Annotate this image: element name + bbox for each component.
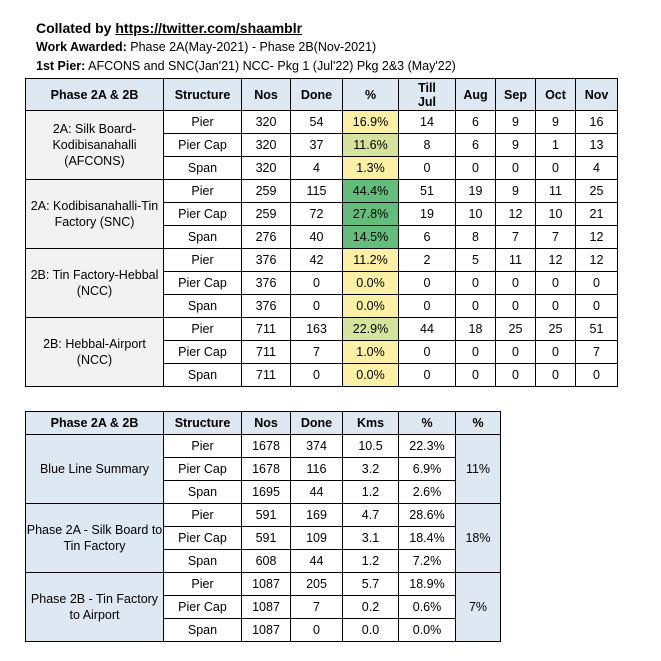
sep-cell: 9 <box>496 111 536 134</box>
table-row <box>26 111 618 134</box>
structure-cell: Pier <box>164 111 242 134</box>
done-cell: 115 <box>291 180 343 203</box>
till-jul-cell: 0 <box>399 272 456 295</box>
nos-cell: 711 <box>242 318 291 341</box>
table2-header-row <box>26 412 501 435</box>
aug-cell: 19 <box>456 180 496 203</box>
kms-cell: 10.5 <box>343 435 399 458</box>
oct-cell: 12 <box>536 249 576 272</box>
structure-cell: Span <box>164 295 242 318</box>
done-cell: 205 <box>291 573 343 596</box>
nos-cell: 259 <box>242 203 291 226</box>
structure-cell: Span <box>164 619 242 642</box>
pct-cell: 11.2% <box>343 249 399 272</box>
structure-cell: Pier Cap <box>164 341 242 364</box>
structure-cell: Pier <box>164 249 242 272</box>
col-structure: Structure <box>164 412 242 435</box>
aug-cell: 10 <box>456 203 496 226</box>
till-jul-cell: 0 <box>399 341 456 364</box>
nos-cell: 1695 <box>242 481 291 504</box>
nos-cell: 711 <box>242 341 291 364</box>
col-phase: Phase 2A & 2B <box>26 412 164 435</box>
kms-cell: 5.7 <box>343 573 399 596</box>
oct-cell: 0 <box>536 364 576 387</box>
till-jul-cell: 0 <box>399 157 456 180</box>
nos-cell: 1678 <box>242 435 291 458</box>
col-pct: % <box>343 79 399 111</box>
oct-cell: 25 <box>536 318 576 341</box>
sep-cell: 0 <box>496 272 536 295</box>
oct-cell: 0 <box>536 341 576 364</box>
till-jul-cell: 19 <box>399 203 456 226</box>
aug-cell: 6 <box>456 134 496 157</box>
nov-cell: 51 <box>576 318 618 341</box>
nov-cell: 16 <box>576 111 618 134</box>
nov-cell: 0 <box>576 272 618 295</box>
oct-cell: 0 <box>536 272 576 295</box>
phase-group-label: 2A: Silk Board-Kodibisanahalli (AFCONS) <box>26 111 164 180</box>
nos-cell: 1087 <box>242 573 291 596</box>
nov-cell: 12 <box>576 249 618 272</box>
sep-cell: 9 <box>496 180 536 203</box>
done-cell: 116 <box>291 458 343 481</box>
pct-cell: 11.6% <box>343 134 399 157</box>
nos-cell: 1087 <box>242 596 291 619</box>
oct-cell: 7 <box>536 226 576 249</box>
sep-cell: 0 <box>496 364 536 387</box>
pct-cell: 7.2% <box>399 550 456 573</box>
kms-cell: 0.0 <box>343 619 399 642</box>
sep-cell: 11 <box>496 249 536 272</box>
done-cell: 7 <box>291 596 343 619</box>
aug-cell: 8 <box>456 226 496 249</box>
col-overall-pct: % <box>456 412 501 435</box>
pct-cell: 0.6% <box>399 596 456 619</box>
structure-cell: Pier Cap <box>164 272 242 295</box>
done-cell: 37 <box>291 134 343 157</box>
aug-cell: 0 <box>456 295 496 318</box>
kms-cell: 3.1 <box>343 527 399 550</box>
col-oct: Oct <box>536 79 576 111</box>
done-cell: 169 <box>291 504 343 527</box>
pct-cell: 16.9% <box>343 111 399 134</box>
done-cell: 0 <box>291 295 343 318</box>
till-jul-cell: 14 <box>399 111 456 134</box>
twitter-link[interactable]: https://twitter.com/shaamblr <box>115 20 303 36</box>
done-cell: 0 <box>291 272 343 295</box>
oct-cell: 11 <box>536 180 576 203</box>
col-aug: Aug <box>456 79 496 111</box>
sep-cell: 0 <box>496 295 536 318</box>
structure-cell: Pier Cap <box>164 134 242 157</box>
col-done: Done <box>291 412 343 435</box>
structure-cell: Pier <box>164 504 242 527</box>
aug-cell: 18 <box>456 318 496 341</box>
kms-cell: 1.2 <box>343 550 399 573</box>
kms-cell: 4.7 <box>343 504 399 527</box>
done-cell: 44 <box>291 550 343 573</box>
oct-cell: 1 <box>536 134 576 157</box>
col-sep: Sep <box>496 79 536 111</box>
nos-cell: 320 <box>242 157 291 180</box>
nov-cell: 12 <box>576 226 618 249</box>
pct-cell: 18.9% <box>399 573 456 596</box>
nov-cell: 0 <box>576 295 618 318</box>
structure-cell: Pier Cap <box>164 596 242 619</box>
nos-cell: 320 <box>242 111 291 134</box>
nos-cell: 711 <box>242 364 291 387</box>
table-row <box>26 180 618 203</box>
first-pier-value: AFCONS and SNC(Jan'21) NCC- Pkg 1 (Jul'22) Pkg 2&3 (May'22) <box>85 59 456 73</box>
till-jul-cell: 6 <box>399 226 456 249</box>
pct-cell: 0.0% <box>343 272 399 295</box>
structure-cell: Pier Cap <box>164 458 242 481</box>
oct-cell: 10 <box>536 203 576 226</box>
till-jul-cell: 51 <box>399 180 456 203</box>
aug-cell: 5 <box>456 249 496 272</box>
first-pier-line <box>36 59 456 73</box>
done-cell: 7 <box>291 341 343 364</box>
till-jul-cell: 0 <box>399 364 456 387</box>
structure-cell: Span <box>164 157 242 180</box>
pct-cell: 22.9% <box>343 318 399 341</box>
nov-cell: 4 <box>576 157 618 180</box>
done-cell: 0 <box>291 364 343 387</box>
nos-cell: 608 <box>242 550 291 573</box>
sep-cell: 0 <box>496 157 536 180</box>
kms-cell: 1.2 <box>343 481 399 504</box>
aug-cell: 0 <box>456 272 496 295</box>
pct-cell: 27.8% <box>343 203 399 226</box>
col-pct: % <box>399 412 456 435</box>
table-row <box>26 249 618 272</box>
done-cell: 374 <box>291 435 343 458</box>
done-cell: 42 <box>291 249 343 272</box>
col-till-label: Till <box>418 80 436 95</box>
pct-cell: 14.5% <box>343 226 399 249</box>
sep-cell: 12 <box>496 203 536 226</box>
work-awarded-line <box>36 40 376 54</box>
nos-cell: 376 <box>242 295 291 318</box>
structure-cell: Span <box>164 226 242 249</box>
done-cell: 44 <box>291 481 343 504</box>
structure-cell: Pier <box>164 180 242 203</box>
done-cell: 72 <box>291 203 343 226</box>
pct-cell: 0.0% <box>399 619 456 642</box>
pct-cell: 1.3% <box>343 157 399 180</box>
phase-group-label: 2B: Hebbal-Airport (NCC) <box>26 318 164 387</box>
pct-cell: 1.0% <box>343 341 399 364</box>
aug-cell: 6 <box>456 111 496 134</box>
sep-cell: 0 <box>496 341 536 364</box>
sep-cell: 7 <box>496 226 536 249</box>
pct-cell: 2.6% <box>399 481 456 504</box>
table-row <box>26 435 501 458</box>
structure-cell: Pier <box>164 573 242 596</box>
nos-cell: 320 <box>242 134 291 157</box>
work-awarded-label: Work Awarded: <box>36 40 127 54</box>
phase-group-label: 2B: Tin Factory-Hebbal (NCC) <box>26 249 164 318</box>
nos-cell: 276 <box>242 226 291 249</box>
table-row <box>26 573 501 596</box>
col-jul-label: Jul <box>417 94 437 109</box>
pct-cell: 0.0% <box>343 295 399 318</box>
pct-cell: 0.0% <box>343 364 399 387</box>
aug-cell: 0 <box>456 341 496 364</box>
summary-table <box>25 411 501 642</box>
structure-cell: Pier <box>164 435 242 458</box>
structure-cell: Span <box>164 364 242 387</box>
nov-cell: 7 <box>576 341 618 364</box>
col-till-jul <box>399 79 456 111</box>
table1-header-row <box>26 79 618 111</box>
monthly-progress-table <box>25 78 618 387</box>
pct-cell: 22.3% <box>399 435 456 458</box>
summary-group-label: Phase 2B - Tin Factory to Airport <box>26 573 164 642</box>
table-row <box>26 504 501 527</box>
table-row <box>26 318 618 341</box>
pct-cell: 44.4% <box>343 180 399 203</box>
col-nos: Nos <box>242 79 291 111</box>
nos-cell: 376 <box>242 272 291 295</box>
pct-cell: 6.9% <box>399 458 456 481</box>
col-nos: Nos <box>242 412 291 435</box>
done-cell: 4 <box>291 157 343 180</box>
nos-cell: 259 <box>242 180 291 203</box>
col-structure: Structure <box>164 79 242 111</box>
pct-cell: 28.6% <box>399 504 456 527</box>
col-kms: Kms <box>343 412 399 435</box>
done-cell: 40 <box>291 226 343 249</box>
nos-cell: 1678 <box>242 458 291 481</box>
structure-cell: Pier <box>164 318 242 341</box>
phase-group-label: 2A: Kodibisanahalli-Tin Factory (SNC) <box>26 180 164 249</box>
nos-cell: 591 <box>242 527 291 550</box>
overall-pct-cell: 7% <box>456 573 501 642</box>
overall-pct-cell: 18% <box>456 504 501 573</box>
kms-cell: 0.2 <box>343 596 399 619</box>
till-jul-cell: 44 <box>399 318 456 341</box>
structure-cell: Span <box>164 550 242 573</box>
aug-cell: 0 <box>456 157 496 180</box>
till-jul-cell: 2 <box>399 249 456 272</box>
structure-cell: Pier Cap <box>164 203 242 226</box>
collated-by-line <box>36 20 302 36</box>
collated-prefix: Collated by <box>36 20 116 36</box>
till-jul-cell: 8 <box>399 134 456 157</box>
nos-cell: 376 <box>242 249 291 272</box>
kms-cell: 3.2 <box>343 458 399 481</box>
pct-cell: 18.4% <box>399 527 456 550</box>
structure-cell: Span <box>164 481 242 504</box>
summary-group-label: Blue Line Summary <box>26 435 164 504</box>
nov-cell: 0 <box>576 364 618 387</box>
work-awarded-value: Phase 2A(May-2021) - Phase 2B(Nov-2021) <box>126 40 377 54</box>
nos-cell: 591 <box>242 504 291 527</box>
done-cell: 0 <box>291 619 343 642</box>
done-cell: 163 <box>291 318 343 341</box>
oct-cell: 0 <box>536 295 576 318</box>
overall-pct-cell: 11% <box>456 435 501 504</box>
sep-cell: 25 <box>496 318 536 341</box>
aug-cell: 0 <box>456 364 496 387</box>
nov-cell: 13 <box>576 134 618 157</box>
col-nov: Nov <box>576 79 618 111</box>
oct-cell: 9 <box>536 111 576 134</box>
col-phase: Phase 2A & 2B <box>26 79 164 111</box>
col-done: Done <box>291 79 343 111</box>
oct-cell: 0 <box>536 157 576 180</box>
first-pier-label: 1st Pier: <box>36 59 86 73</box>
done-cell: 109 <box>291 527 343 550</box>
done-cell: 54 <box>291 111 343 134</box>
nos-cell: 1087 <box>242 619 291 642</box>
nov-cell: 21 <box>576 203 618 226</box>
sep-cell: 9 <box>496 134 536 157</box>
summary-group-label: Phase 2A - Silk Board to Tin Factory <box>26 504 164 573</box>
structure-cell: Pier Cap <box>164 527 242 550</box>
till-jul-cell: 0 <box>399 295 456 318</box>
nov-cell: 25 <box>576 180 618 203</box>
